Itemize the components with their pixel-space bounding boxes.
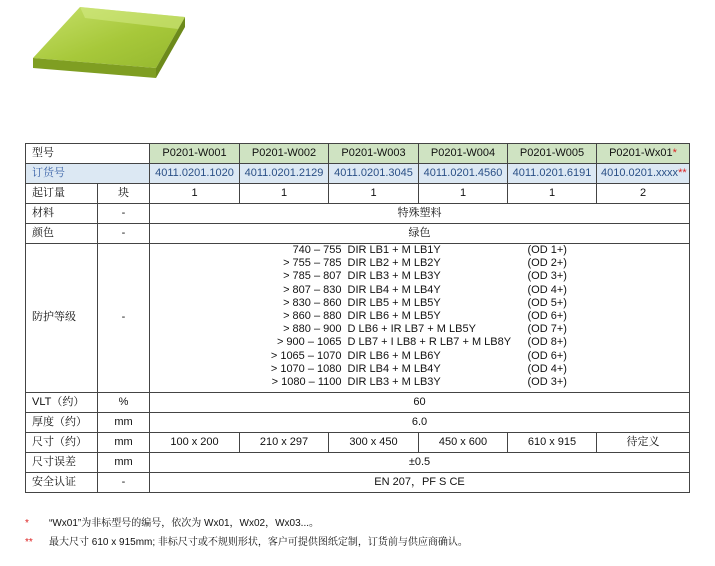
footnote-text: 最大尺寸 610 x 915mm; 非标尺寸或不规则形状，客户可提供图纸定制，订货前与供应商确认。	[49, 537, 468, 548]
row-unit: 块	[98, 184, 150, 204]
wavelength-range: > 830 – 860	[283, 296, 342, 309]
protection-level-row	[262, 270, 578, 283]
optical-density: (OD 2+)	[527, 257, 567, 270]
moq-cell: 1	[329, 184, 419, 204]
thickness-row	[26, 412, 690, 432]
wavelength-range: > 1065 – 1070	[270, 349, 342, 362]
moq-cell: 1	[508, 184, 597, 204]
protection-levels	[150, 244, 690, 393]
wavelength-range: > 880 – 900	[283, 323, 342, 336]
protection-level-list	[262, 244, 578, 389]
wavelength-range: > 807 – 830	[283, 283, 342, 296]
model-cell-custom	[597, 144, 690, 164]
optical-density: (OD 7+)	[527, 323, 567, 336]
row-label: 安全认证	[26, 472, 98, 492]
footnote-mark: *	[672, 147, 677, 159]
row-unit: -	[98, 204, 150, 224]
footnotes	[25, 514, 468, 552]
color-value: 绿色	[150, 224, 690, 244]
optical-density: (OD 1+)	[527, 244, 567, 256]
wavelength-range: > 860 – 880	[283, 309, 342, 322]
row-unit: -	[98, 224, 150, 244]
moq-row	[26, 184, 690, 204]
order-number-cell: 4011.0201.3045	[329, 164, 419, 184]
color-row	[26, 224, 690, 244]
material-row	[26, 204, 690, 224]
filter-rating: DIR LB2 + M LB2Y	[347, 257, 441, 270]
filter-rating: DIR LB5 + M LB5Y	[347, 296, 441, 309]
order-number-cell: 4011.0201.1020	[150, 164, 240, 184]
size-cell: 450 x 600	[419, 432, 508, 452]
row-label: 厚度（约）	[26, 412, 98, 432]
row-label: 尺寸（约）	[26, 432, 98, 452]
vlt-value: 60	[150, 392, 690, 412]
filter-rating: D LB6 + IR LB7 + M LB5Y	[347, 323, 476, 336]
filter-rating: DIR LB6 + M LB5Y	[347, 309, 441, 322]
vlt-row	[26, 392, 690, 412]
optical-density: (OD 6+)	[527, 349, 567, 362]
filter-rating: DIR LB1 + M LB1Y	[347, 244, 441, 256]
footnote-mark: *	[25, 518, 29, 529]
footnote	[25, 514, 468, 533]
size-cell: 待定义	[597, 432, 690, 452]
protection-level-row	[262, 244, 578, 257]
protection-level-row	[262, 310, 578, 323]
moq-cell: 2	[597, 184, 690, 204]
filter-rating: DIR LB6 + M LB6Y	[347, 349, 441, 362]
certification-value: EN 207，PF S CE	[150, 472, 690, 492]
model-cell: P0201-W004	[419, 144, 508, 164]
size-cell: 210 x 297	[240, 432, 329, 452]
protection-level-row	[262, 336, 578, 349]
model-header-row	[26, 144, 690, 164]
row-unit: %	[98, 392, 150, 412]
optical-density: (OD 4+)	[527, 283, 567, 296]
footnote-mark: **	[25, 537, 33, 548]
filter-rating: DIR LB4 + M LB4Y	[347, 362, 441, 375]
filter-rating: DIR LB3 + M LB3Y	[347, 270, 441, 283]
protection-row	[26, 244, 690, 393]
protection-level-row	[262, 297, 578, 310]
protection-level-row	[262, 323, 578, 336]
tolerance-value: ±0.5	[150, 452, 690, 472]
wavelength-range: > 900 – 1065	[276, 336, 342, 349]
protection-level-row	[262, 284, 578, 297]
optical-density: (OD 4+)	[527, 362, 567, 375]
footnote-text: “Wx01”为非标型号的编号，依次为 Wx01，Wx02，Wx03...。	[49, 518, 320, 529]
row-label: 材料	[26, 204, 98, 224]
size-cell: 610 x 915	[508, 432, 597, 452]
footnote	[25, 533, 468, 552]
model-cell: P0201-W002	[240, 144, 329, 164]
row-unit: -	[98, 244, 150, 393]
row-unit: mm	[98, 432, 150, 452]
protection-level-row	[262, 363, 578, 376]
wavelength-range: 740 – 755	[292, 244, 342, 256]
optical-density: (OD 5+)	[527, 296, 567, 309]
tolerance-row	[26, 452, 690, 472]
row-label: 尺寸误差	[26, 452, 98, 472]
size-cell: 300 x 450	[329, 432, 419, 452]
footnote-mark: **	[678, 167, 687, 179]
order-number-cell: 4011.0201.6191	[508, 164, 597, 184]
wavelength-range: > 785 – 807	[283, 270, 342, 283]
protection-level-row	[262, 257, 578, 270]
material-value: 特殊塑料	[150, 204, 690, 224]
order-number-cell: 4011.0201.4560	[419, 164, 508, 184]
optical-density: (OD 6+)	[527, 309, 567, 322]
row-label: 防护等级	[26, 244, 98, 393]
filter-rating: D LB7 + I LB8 + R LB7 + M LB8Y	[347, 336, 512, 349]
row-label: VLT（约）	[26, 392, 98, 412]
wavelength-range: > 1070 – 1080	[270, 362, 342, 375]
size-row	[26, 432, 690, 452]
row-unit: -	[98, 472, 150, 492]
wavelength-range: > 1080 – 1100	[271, 375, 342, 388]
order-number-label: 订货号	[26, 164, 150, 184]
order-number-cell: 4011.0201.2129	[240, 164, 329, 184]
moq-cell: 1	[419, 184, 508, 204]
order-number-text: 4010.0201.xxxx	[601, 167, 679, 179]
filter-rating: DIR LB4 + M LB4Y	[347, 283, 441, 296]
model-cell: P0201-W003	[329, 144, 419, 164]
moq-cell: 1	[240, 184, 329, 204]
order-number-row	[26, 164, 690, 184]
protection-level-row	[262, 350, 578, 363]
row-unit: mm	[98, 452, 150, 472]
certification-row	[26, 472, 690, 492]
moq-cell: 1	[150, 184, 240, 204]
model-text: P0201-Wx01	[609, 147, 673, 159]
spec-table	[25, 143, 690, 493]
order-number-cell-custom	[597, 164, 690, 184]
size-cell: 100 x 200	[150, 432, 240, 452]
row-label: 起订量	[26, 184, 98, 204]
model-label: 型号	[26, 144, 150, 164]
optical-density: (OD 3+)	[527, 375, 567, 388]
row-label: 颜色	[26, 224, 98, 244]
row-unit: mm	[98, 412, 150, 432]
thickness-value: 6.0	[150, 412, 690, 432]
wavelength-range: > 755 – 785	[283, 257, 342, 270]
filter-rating: DIR LB3 + M LB3Y	[347, 375, 441, 388]
green-filter-plate-image	[33, 4, 193, 90]
optical-density: (OD 3+)	[527, 270, 567, 283]
model-cell: P0201-W001	[150, 144, 240, 164]
protection-level-row	[262, 376, 578, 389]
optical-density: (OD 8+)	[527, 336, 567, 349]
model-cell: P0201-W005	[508, 144, 597, 164]
